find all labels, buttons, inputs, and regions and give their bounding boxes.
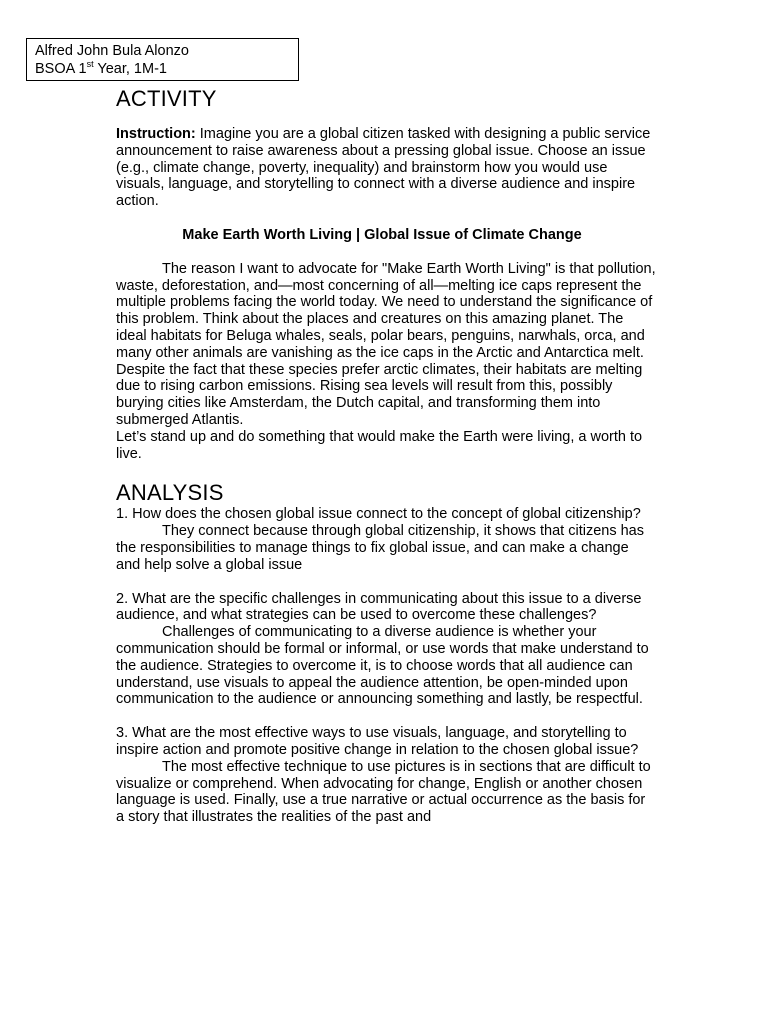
course-suffix: Year, 1M-1 xyxy=(93,61,167,77)
student-name: Alfred John Bula Alonzo xyxy=(35,43,189,59)
analysis-question-block xyxy=(116,591,656,709)
analysis-question: 2. What are the specific challenges in communicating about this issue to a diverse audience, and what strategies can be used to overcome these challenges? xyxy=(116,590,642,624)
analysis-question-block xyxy=(116,725,656,826)
instruction-label: Instruction: xyxy=(116,126,196,142)
analysis-answer: They connect because through global citizenship, it shows that citizens has the responsibilities to manage things to fix global issue, and can make a change and help solve a global issue xyxy=(116,523,644,573)
course-prefix: BSOA 1 xyxy=(35,61,87,77)
essay-closing-line: Let’s stand up and do something that would make the Earth were living, a worth to live. xyxy=(116,428,643,462)
document-body xyxy=(116,86,656,826)
student-course xyxy=(35,60,298,78)
analysis-heading: ANALYSIS xyxy=(116,480,224,506)
activity-heading: ACTIVITY xyxy=(116,86,217,111)
analysis-question-block xyxy=(116,506,656,573)
course-superscript: st xyxy=(86,59,94,70)
instruction-paragraph xyxy=(116,126,656,210)
essay-title: Make Earth Worth Living | Global Issue of Climate Change xyxy=(182,226,582,243)
analysis-question: 3. What are the most effective ways to use visuals, language, and storytelling to inspire action and promote positive change in relation to the chosen global issue? xyxy=(116,725,639,758)
analysis-answer: Challenges of communicating to a diverse audience is whether your communication should be formal or informal, or use words that make understand to the audience. Strategies to overcome it, is to choose words that all audience can understand, use visuals to appeal the audience attention, be open-minded upon communication to the audience or announcing something and lastly, be respectful. xyxy=(116,624,649,708)
instruction-text: Imagine you are a global citizen tasked with designing a public service announcement to raise awareness about a pressing global issue. Choose an issue (e.g., climate change, poverty, inequality) and brainstorm how you would use visuals, language, and storytelling to connect with a diverse audience and inspire action. xyxy=(116,126,651,210)
essay-paragraph: The reason I want to advocate for "Make Earth Worth Living" is that pollution, waste, deforestation, and—most concerning of all—melting ice caps represent the multiple problems facing the world today. We need to understand the significance of this problem. Think about the places and creatures on this amazing planet. The ideal habitats for Beluga whales, seals, polar bears, penguins, narwhals, orca, and many other animals are vanishing as the ice caps in the Arctic and Antarctica melt. Despite the fact that these species prefer arctic climates, their habitats are melting due to rising carbon emissions. Rising sea levels will result from this, possibly burying cities like Amsterdam, the Dutch capital, and transforming them into submerged Atlantis. xyxy=(116,260,656,428)
analysis-answer: The most effective technique to use pictures is in sections that are difficult to visualize or comprehend. When advocating for change, English or another chosen language is used. Finally, use a true narrative or actual occurrence as the basis for a story that illustrates the realities of the past and xyxy=(116,758,651,826)
analysis-question: 1. How does the chosen global issue connect to the concept of global citizenship? xyxy=(116,506,641,523)
student-info-box xyxy=(26,38,299,81)
